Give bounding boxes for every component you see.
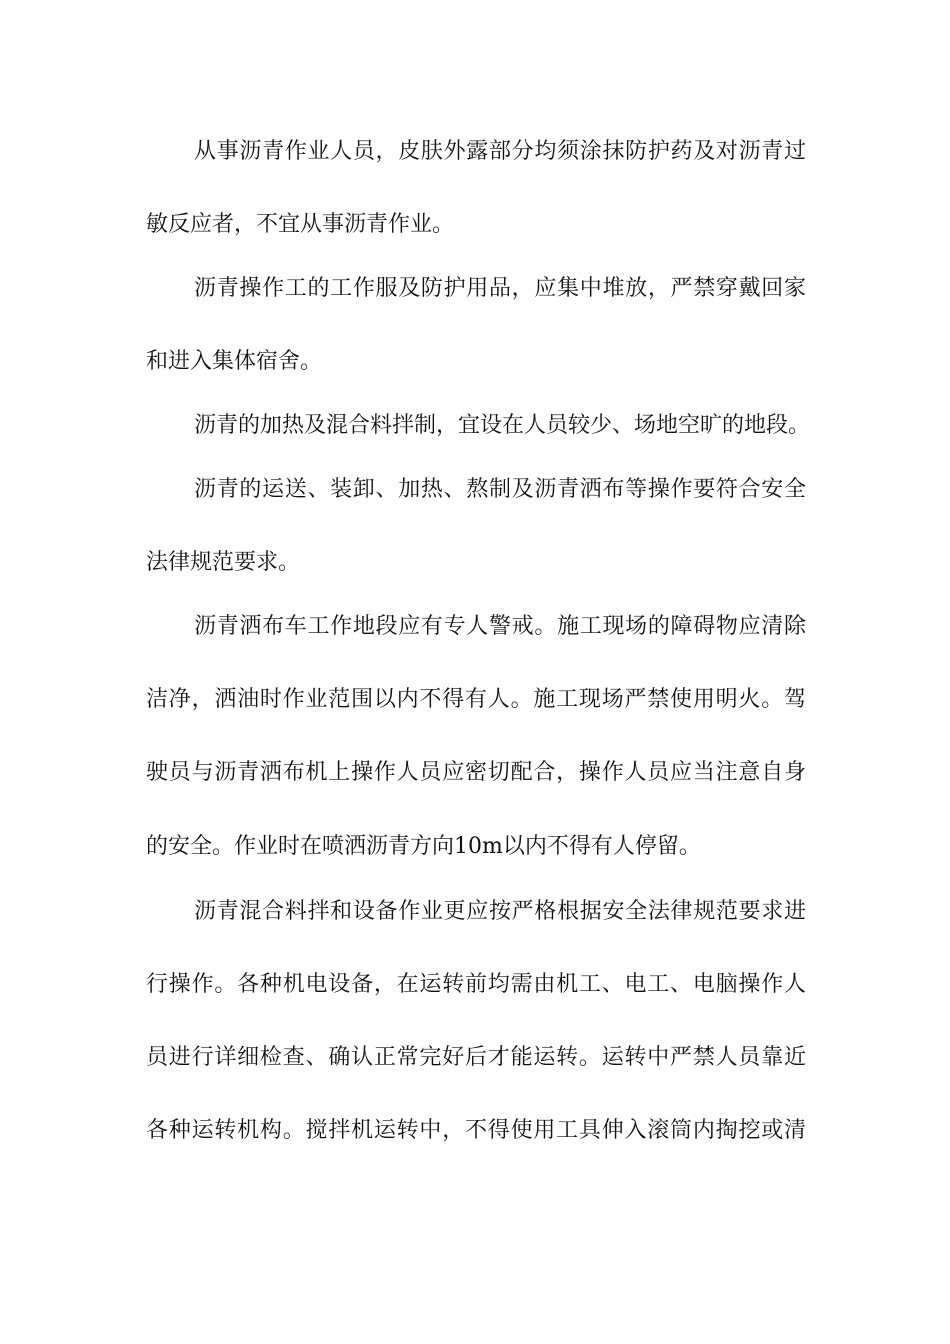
paragraph-1-line-1: 从事沥青作业人员，皮肤外露部分均须涂抹防护药及对沥青过 <box>194 139 806 164</box>
paragraph-6-line-3: 员进行详细检查、确认正常完好后才能运转。运转中严禁人员靠近 <box>146 1045 806 1070</box>
paragraph-6-line-2: 行操作。各种机电设备，在运转前均需由机工、电工、电脑操作人 <box>146 972 806 997</box>
paragraph-2-line-1: 沥青操作工的工作服及防护用品，应集中堆放，严禁穿戴回家 <box>194 276 806 301</box>
paragraph-5-line-2: 洁净，洒油时作业范围以内不得有人。施工现场严禁使用明火。驾 <box>146 687 806 712</box>
paragraph-4-line-1: 沥青的运送、装卸、加热、熬制及沥青洒布等操作要符合安全 <box>194 477 806 502</box>
paragraph-5-line-3: 驶员与沥青洒布机上操作人员应密切配合，操作人员应当注意自身 <box>146 760 806 785</box>
paragraph-5-line-1: 沥青洒布车工作地段应有专人警戒。施工现场的障碍物应清除 <box>194 614 806 639</box>
paragraph-3-line-1: 沥青的加热及混合料拌制，宜设在人员较少、场地空旷的地段。 <box>194 413 811 438</box>
paragraph-4-line-2: 法律规范要求。 <box>146 550 301 575</box>
paragraph-6-line-4: 各种运转机构。搅拌机运转中，不得使用工具伸入滚筒内掏挖或清 <box>146 1118 806 1143</box>
paragraph-6-line-1: 沥青混合料拌和设备作业更应按严格根据安全法律规范要求进 <box>194 899 806 924</box>
paragraph-2-line-2: 和进入集体宿舍。 <box>146 349 323 374</box>
paragraph-5-line-4: 的安全。作业时在喷洒沥青方向10m以内不得有人停留。 <box>146 834 701 859</box>
paragraph-1-line-2: 敏反应者，不宜从事沥青作业。 <box>146 212 455 237</box>
